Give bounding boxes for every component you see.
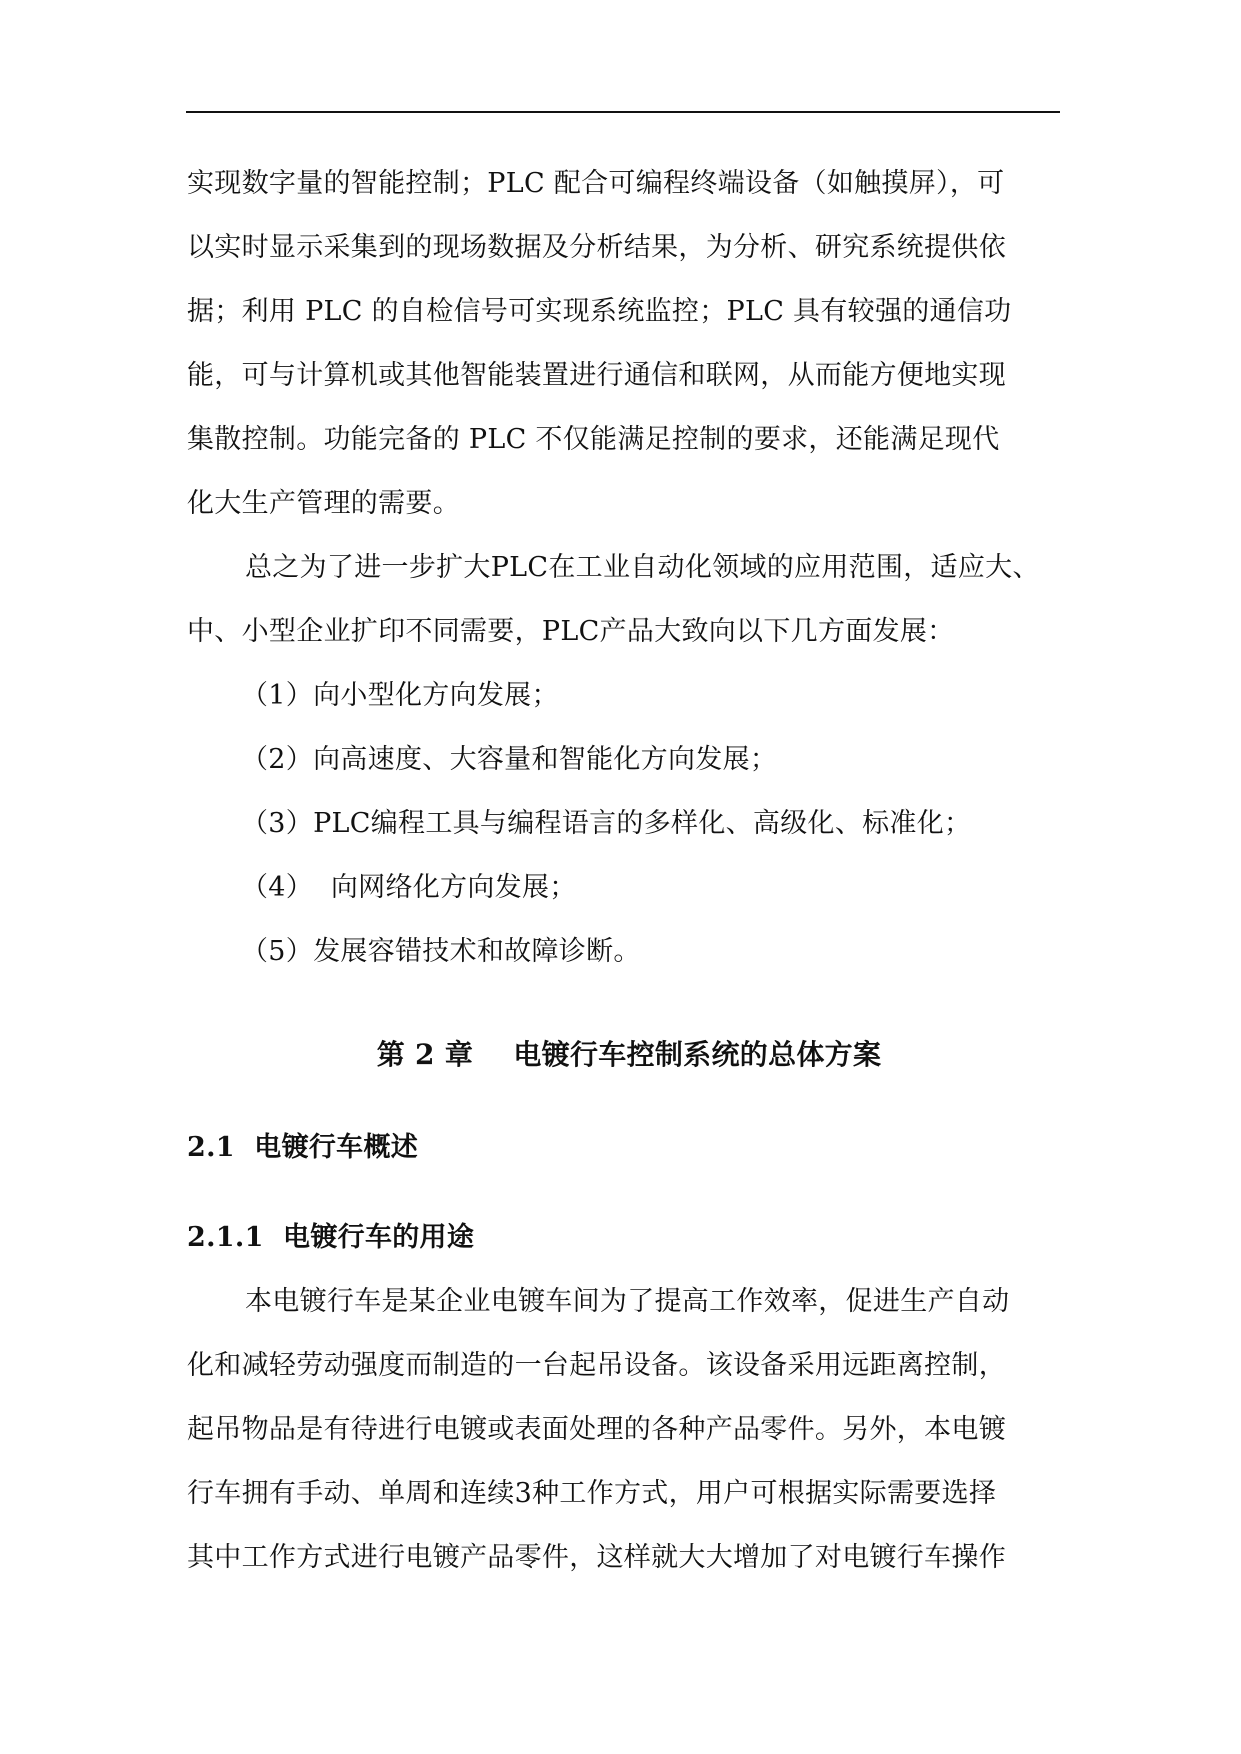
paragraph-line: 其中工作方式进行电镀产品零件，这样就大大增加了对电镀行车操作 xyxy=(187,1542,1006,1573)
paragraph-line: 实现数字量的智能控制；PLC 配合可编程终端设备（如触摸屏），可 xyxy=(187,168,1005,199)
paragraph-line: 据；利用 PLC 的自检信号可实现系统监控；PLC 具有较强的通信功 xyxy=(187,296,1012,327)
summary-paragraph xyxy=(187,536,1053,664)
usage-paragraph xyxy=(187,1270,1053,1590)
list-item: （4） 向网络化方向发展； xyxy=(241,872,577,903)
paragraph-line: 集散控制。功能完备的 PLC 不仅能满足控制的要求，还能满足现代 xyxy=(187,424,1000,455)
paragraph-line: 本电镀行车是某企业电镀车间为了提高工作效率，促进生产自动 xyxy=(245,1286,1010,1317)
paragraph-line: 中、小型企业扩印不同需要，PLC产品大致向以下几方面发展： xyxy=(187,616,955,647)
list-item: （2）向高速度、大容量和智能化方向发展； xyxy=(241,744,778,775)
section-heading-2-1: 2.1 电镀行车概述 xyxy=(187,1132,419,1163)
paragraph-line: 以实时显示采集到的现场数据及分析结果，为分析、研究系统提供依 xyxy=(187,232,1006,263)
chapter-title: 第 2 章 电镀行车控制系统的总体方案 xyxy=(376,1038,882,1071)
development-list xyxy=(187,664,1053,984)
page-body xyxy=(187,152,1053,1590)
continued-paragraph xyxy=(187,152,1053,536)
list-item: （1）向小型化方向发展； xyxy=(241,680,559,711)
list-item: （3）PLC编程工具与编程语言的多样化、高级化、标准化； xyxy=(241,808,972,839)
paragraph-line: 总之为了进一步扩大PLC在工业自动化领域的应用范围，适应大、 xyxy=(245,552,1040,583)
paragraph-line: 化大生产管理的需要。 xyxy=(187,488,460,519)
paragraph-line: 起吊物品是有待进行电镀或表面处理的各种产品零件。另外，本电镀 xyxy=(187,1414,1006,1445)
paragraph-line: 能，可与计算机或其他智能装置进行通信和联网，从而能方便地实现 xyxy=(187,360,1006,391)
list-item: （5）发展容错技术和故障诊断。 xyxy=(241,936,641,967)
paragraph-line: 行车拥有手动、单周和连续3种工作方式，用户可根据实际需要选择 xyxy=(187,1478,997,1509)
section-heading-2-1-1: 2.1.1 电镀行车的用途 xyxy=(187,1222,475,1253)
header-rule xyxy=(186,111,1060,113)
paragraph-line: 化和减轻劳动强度而制造的一台起吊设备。该设备采用远距离控制， xyxy=(187,1350,1006,1381)
